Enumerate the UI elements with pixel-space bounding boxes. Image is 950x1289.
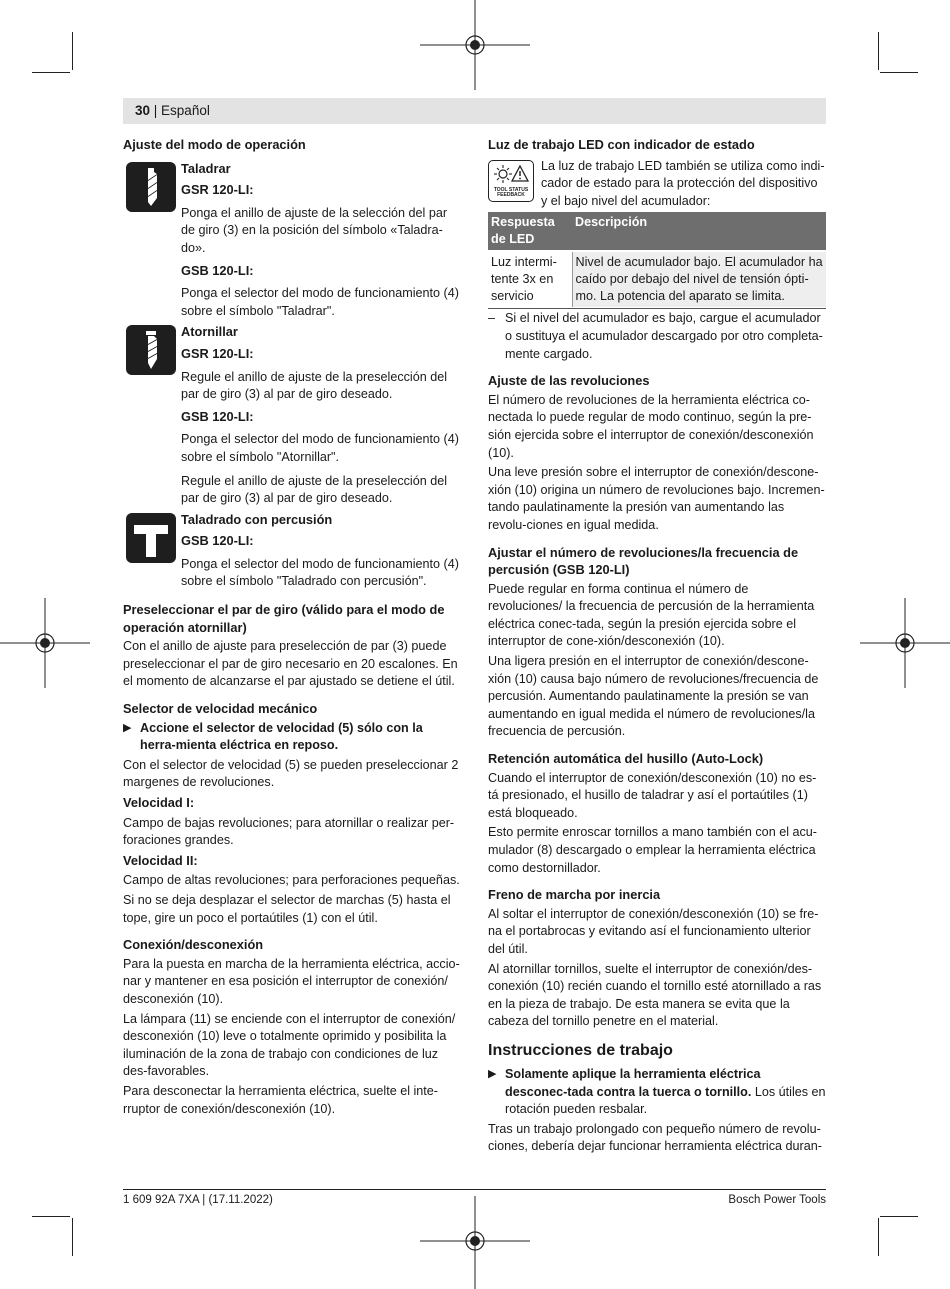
- mode-name: Taladrado con percusión: [181, 511, 333, 527]
- led-table: [488, 212, 826, 307]
- right-column: [488, 136, 826, 1156]
- model-label: GSB 120-LI:: [181, 262, 254, 278]
- registration-mark-icon: [420, 1196, 530, 1289]
- registration-mark-icon: [0, 598, 90, 688]
- model-label: GSR 120-LI:: [181, 345, 254, 361]
- mode-instruction: Regule el anillo de ajuste de la preselección del par de giro (3) al par de giro deseado.: [181, 473, 448, 506]
- mode-instruction: Regule el anillo de ajuste de la preselección del par de giro (3) al par de giro deseado.: [181, 369, 448, 402]
- on-off-p1: Para la puesta en marcha de la herramienta eléctrica, accio-nar y mantener en esa posición el interruptor de conexión/ desconexión (10).: [123, 956, 460, 1006]
- mode-instruction: Ponga el selector del modo de funcionamiento (4) sobre el símbolo "Taladrar".: [181, 286, 459, 318]
- crop-mark: [880, 1216, 918, 1217]
- mode-instruction: Ponga el selector del modo de funcionamiento (4) sobre el símbolo "Taladrado con percusión".: [181, 556, 459, 589]
- work-bullet-rest: Los útiles en rotación pueden resbalar.: [505, 1084, 826, 1117]
- led-note: – Si el nivel del acumulador es bajo, cargue el acumulador o sustituya el acumulador descargado por otro completa-mente cargado.: [488, 310, 826, 363]
- brake-p2: Al atornillar tornillos, suelte el interruptor de conexión/des-conexión (10) recién cuando el tornillo esté atornillado a ras en la pieza de trabajo. De esta manera se evita que la cabeza del tornillo penetre en el material.: [488, 961, 822, 1029]
- svg-text:FEEDBACK: FEEDBACK: [497, 191, 525, 198]
- autolock-p1: Cuando el interruptor de conexión/desconexión (10) no es-tá presionado, el husillo de taladrar y así el portaútiles (1) está bloqueado.: [488, 770, 817, 820]
- velocity-1-title: Velocidad I:: [123, 795, 195, 810]
- header-language: Español: [161, 103, 210, 118]
- work-bullet-bold: Solamente aplique la herramienta eléctrica desconec-tada contra la tuerca o tornillo.: [505, 1066, 761, 1099]
- velocity-2-text-2: Si no se deja desplazar el selector de marchas (5) hasta el tope, gire un poco el portaútiles (1) con el útil.: [123, 892, 451, 925]
- crop-mark: [72, 32, 73, 70]
- left-column: [123, 136, 460, 1118]
- torque-title: Preseleccionar el par de giro (válido para el modo de operación atornillar): [123, 602, 445, 635]
- work-instructions-title: Instrucciones de trabajo: [488, 1041, 673, 1059]
- autolock-title: Retención automática del husillo (Auto-Lock): [488, 751, 764, 767]
- mode-section-title: Ajuste del modo de operación: [123, 137, 306, 152]
- mode-name: Atornillar: [181, 324, 238, 340]
- registration-mark-icon: [420, 0, 530, 90]
- work-p1: Tras un trabajo prolongado con pequeño número de revolu-ciones, debería dejar funcionar herramienta eléctrica duran-: [488, 1121, 822, 1154]
- freq-p1: Puede regular en forma continua el número de revoluciones/ la frecuencia de percusión de la herramienta eléctrica conec-tada, según la presión ejercida sobre el interruptor de cone-xión/desconexión (10).: [488, 581, 815, 649]
- drill-bit-icon: [126, 162, 176, 212]
- table-cell: Nivel de acumulador bajo. El acumulador ha caído por debajo del nivel de tensión ópti-mo. La potencia del aparato se limita.: [572, 251, 826, 307]
- crop-mark: [878, 1218, 879, 1256]
- led-icon-text: TOOL STATUS: [493, 186, 529, 193]
- table-row: [488, 251, 826, 307]
- model-label: GSB 120-LI:: [181, 408, 254, 424]
- crop-mark: [880, 72, 918, 73]
- mode-name: Taladrar: [181, 160, 231, 176]
- footer-doc-id: 1 609 92A 7XA | (17.11.2022): [123, 1194, 273, 1206]
- led-intro-row: [488, 158, 826, 211]
- crop-mark: [72, 1218, 73, 1256]
- crop-mark: [878, 32, 879, 70]
- rev-title: Ajuste de las revoluciones: [488, 373, 650, 389]
- model-label: GSR 120-LI:: [181, 182, 254, 198]
- model-label: GSB 120-LI:: [181, 533, 254, 549]
- velocity-1-text: Campo de bajas revoluciones; para atornillar o realizar per-foraciones grandes.: [123, 815, 455, 848]
- header-separator: |: [150, 103, 162, 118]
- autolock-p2: Esto permite enroscar tornillos a mano también con el acu-mulador (8) descargado o emplear la herramienta eléctrica como destornillador.: [488, 825, 817, 875]
- crop-mark: [32, 72, 70, 73]
- brake-title: Freno de marcha por inercia: [488, 887, 661, 903]
- work-bullet: [488, 1066, 826, 1119]
- table-header: Respuesta de LED: [488, 212, 572, 251]
- page-number: 30: [135, 103, 151, 118]
- registration-mark-icon: [860, 598, 950, 688]
- hammer-icon: [126, 513, 176, 563]
- on-off-p2: La lámpara (11) se enciende con el interruptor de conexión/ desconexión (10) leve o totalmente oprimido y posibilita la iluminación de la zona de trabajo con condiciones de luz des-favorables.: [123, 1011, 456, 1079]
- mode-hammer: [123, 511, 460, 591]
- speed-text: Con el selector de velocidad (5) se pueden preseleccionar 2 margenes de revoluciones.: [123, 757, 459, 790]
- footer-brand: Bosch Power Tools: [728, 1194, 826, 1206]
- on-off-title: Conexión/desconexión: [123, 937, 264, 953]
- table-header-row: [488, 212, 826, 251]
- velocity-2-title: Velocidad II:: [123, 852, 198, 868]
- mode-instruction: Ponga el selector del modo de funcionamiento (4) sobre el símbolo "Atornillar".: [181, 432, 459, 464]
- led-intro: La luz de trabajo LED también se utiliza como indi-cador de estado para la protección del dispositivo y el bajo nivel del acumulador:: [541, 158, 825, 208]
- table-header: Descripción: [572, 212, 826, 251]
- led-title: Luz de trabajo LED con indicador de estado: [488, 137, 755, 152]
- table-cell: Luz intermi-tente 3x en servicio: [488, 251, 572, 307]
- crop-mark: [32, 1216, 70, 1217]
- speed-bullet: ▶ Accione el selector de velocidad (5) sólo con la herra-mienta eléctrica en reposo.: [123, 720, 460, 755]
- on-off-p3: Para desconectar la herramienta eléctrica, suelte el inte-rruptor de conexión/desconexión (10).: [123, 1083, 439, 1116]
- page-header: [123, 98, 826, 124]
- rev-p1: El número de revoluciones de la herramienta eléctrica co-nectada lo puede regular de modo continuo, según la pre-sión ejercida sobre el interruptor de conexión/desconexión (10).: [488, 392, 814, 460]
- mode-screw: [123, 323, 460, 507]
- brake-p1: Al soltar el interruptor de conexión/desconexión (10) se fre-na el portabrocas y evitando así el funcionamiento ulterior del útil.: [488, 906, 819, 956]
- rev-p2: Una leve presión sobre el interruptor de conexión/descone-xión (10) origina un número de revoluciones bajo. Incremen-tando paulatinamente la presión van aumentando las revolu-ciones en igual medida.: [488, 465, 825, 532]
- torque-text: Con el anillo de ajuste para preselección de par (3) puede preseleccionar el par de giro necesario en 20 escalones. En el momento de alcanzarse el par ajustado se detiene el útil.: [123, 639, 458, 689]
- tool-status-feedback-icon: [488, 160, 534, 202]
- page-footer: [123, 1189, 826, 1210]
- speed-title: Selector de velocidad mecánico: [123, 701, 318, 717]
- velocity-2-text: Campo de altas revoluciones; para perforaciones pequeñas.: [123, 873, 460, 888]
- mode-instruction: Ponga el anillo de ajuste de la selección del par de giro (3) en la posición del símbolo «Taladra-do».: [181, 205, 448, 255]
- screw-icon: [126, 325, 176, 375]
- freq-p2: Una ligera presión en el interruptor de conexión/descone-xión (10) causa bajo número de revoluciones/frecuencia de percusión. Aumentando paulatinamente la presión se van aumentando en igual medida el número de revoluciones/la frecuencia de percusión.: [488, 654, 819, 739]
- freq-title: Ajustar el número de revoluciones/la frecuencia de percusión (GSB 120-LI): [488, 544, 799, 578]
- mode-drill: [123, 160, 460, 321]
